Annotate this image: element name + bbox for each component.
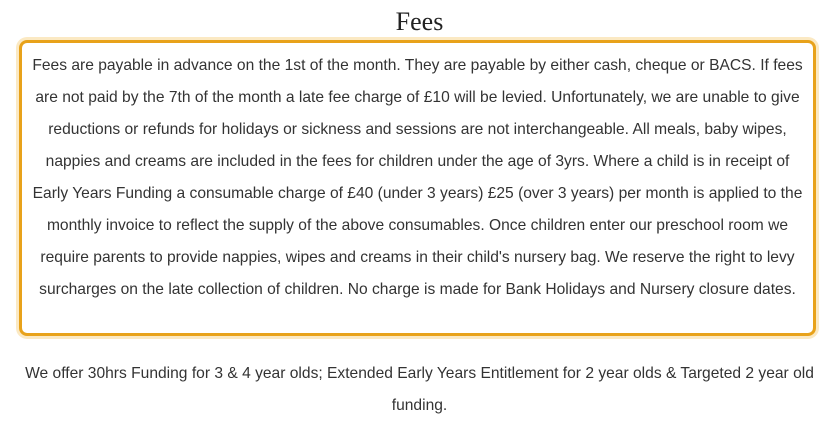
funding-description: We offer 30hrs Funding for 3 & 4 year olds; Extended Early Years Entitlement for 2 year olds & Targeted 2 year old funding. xyxy=(25,365,814,414)
page-title: Fees xyxy=(395,7,444,36)
fees-description: Fees are payable in advance on the 1st of the month. They are payable by either cash, cheque or BACS. If fees are not paid by the 7th of the month a late fee charge of £10 will be levied. Unfortunately, we are unable to give reductions or refunds for holidays or sickness and sessions are not interchangeable. All meals, baby wipes, nappies and creams are included in the fees for children under the age of 3yrs. Where a child is in receipt of Early Years Funding a consumable charge of £40 (under 3 years) £25 (over 3 years) per month is applied to the monthly invoice to reflect the supply of the above consumables. Once children enter our preschool room we require parents to provide nappies, wipes and creams in their child's nursery bag. We reserve the right to levy surcharges on the late collection of children. No charge is made for Bank Holidays and Nursery closure dates. xyxy=(32,57,803,298)
fees-info-box xyxy=(19,40,816,336)
